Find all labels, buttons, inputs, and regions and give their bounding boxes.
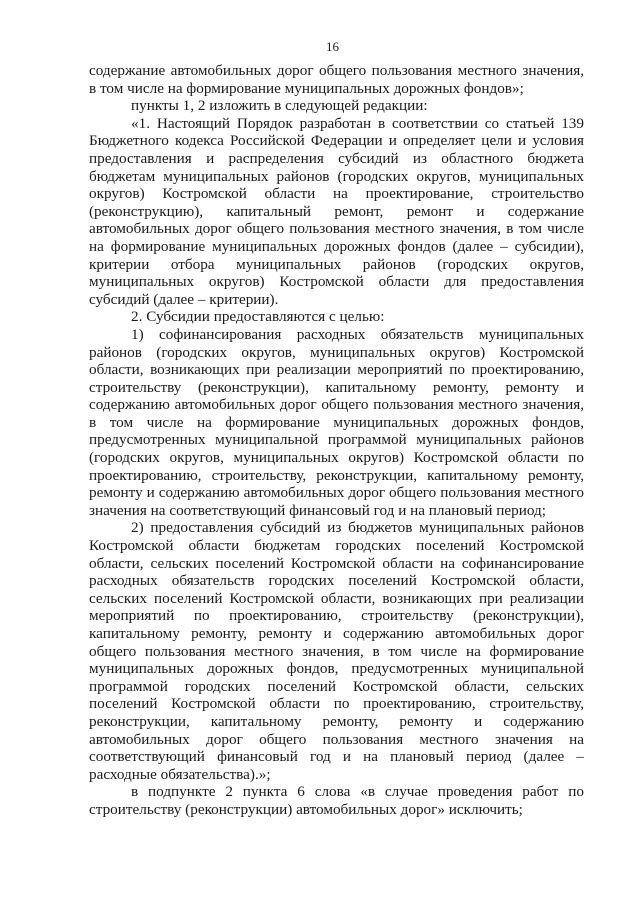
paragraph-subclause-2: 2) предоставления субсидий из бюджетов муниципальных районов Костромской области бюджетам городских поселений Костромской области, сельских поселений Костромской области на софинансирование расходных обязательств городских поселений Костромской области, сельских поселений Костромской области, возникающих при реализации мероприятий по проектированию, строительству (реконструкции), капитальному ремонту, ремонту и содержанию автомобильных дорог общего пользования местного значения, в том числе на формирование муниципальных дорожных фондов, предусмотренных муниципальной программой городских поселений Костромской области, сельских поселений Костромской области по проектированию, строительству, реконструкции, капитальному ремонту, ремонту и содержанию автомобильных дорог общего пользования местного значения на соответствующий финансовый год и на плановый период (далее – расходные обязательства).»; [89,519,584,783]
paragraph-clause-2: 2. Субсидии предоставляются с целью: [131,308,385,326]
paragraph-continuation: содержание автомобильных дорог общего пользования местного значения, в том числе на формирование муниципальных дорожных фондов»; [89,62,584,97]
paragraph-items-1-2-instruction: пункты 1, 2 изложить в следующей редакции: [131,97,428,115]
paragraph-item-6-amendment: в подпункте 2 пункта 6 слова «в случае проведения работ по строительству (реконструкции) автомобильных дорог» исключить; [89,783,584,818]
page-number: 16 [326,39,339,54]
document-body [89,62,584,819]
paragraph-subclause-1: 1) софинансирования расходных обязательств муниципальных районов (городских округов, муниципальных округов) Костромской области, возникающих при реализации мероприятий по проектированию, строительству (реконструкции), капитальному ремонту, ремонту и содержанию автомобильных дорог общего пользования местного значения, в том числе на формирование муниципальных дорожных фондов, предусмотренных муниципальной программой муниципальных районов (городских округов, муниципальных округов) Костромской области по проектированию, строительству, реконструкции, капитальному ремонту, ремонту и содержанию автомобильных дорог общего пользования местного значения на соответствующий финансовый год и на плановый период; [89,325,584,519]
paragraph-clause-1: «1. Настоящий Порядок разработан в соответствии со статьей 139 Бюджетного кодекса Российской Федерации и определяет цели и условия предоставления и распределения субсидий из областного бюджета бюджетам муниципальных районов (городских округов, муниципальных округов) Костромской области на проектирование, строительство (реконструкцию), капитальный ремонт, ремонт и содержание автомобильных дорог общего пользования местного значения, в том числе на формирование муниципальных дорожных фондов (далее – субсидии), критерии отбора муниципальных районов (городских округов, муниципальных округов) Костромской области для предоставления субсидий (далее – критерии). [89,114,584,308]
